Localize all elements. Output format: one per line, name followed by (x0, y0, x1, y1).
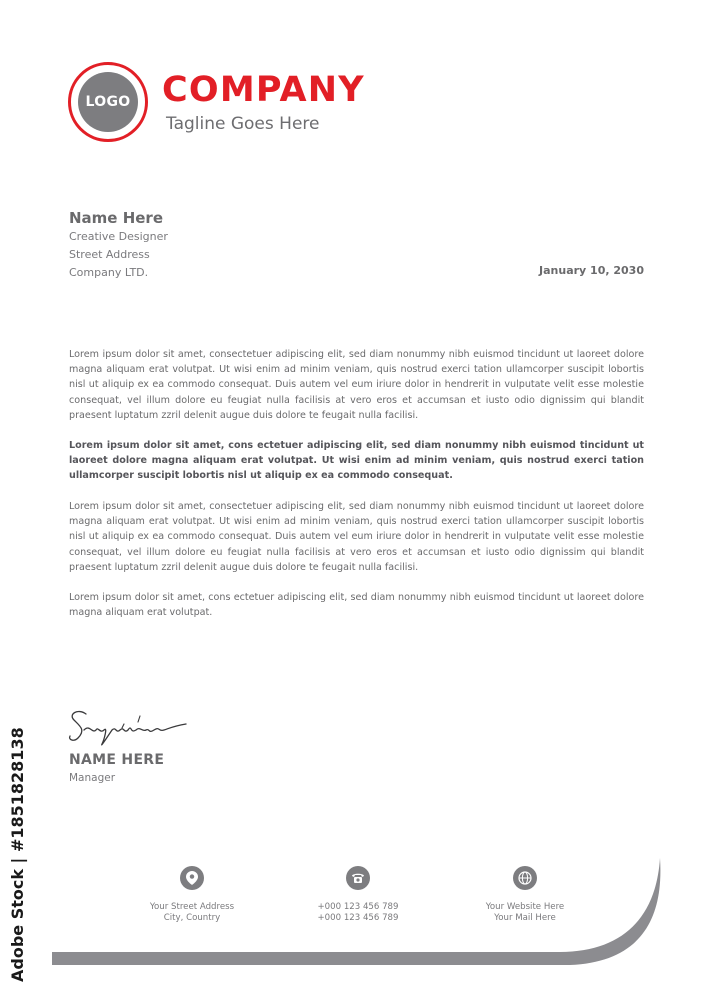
sender-name: Name Here (69, 209, 163, 227)
company-name: COMPANY (162, 70, 365, 110)
signer-role: Manager (69, 772, 116, 784)
body-paragraph-4: Lorem ipsum dolor sit amet, cons ectetuer adipiscing elit, sed diam nonummy nibh euismod tincidunt ut laoreet dolore magna aliquam erat volutpat. (69, 592, 644, 619)
location-pin-icon (180, 866, 204, 890)
footer-web-line2: Your Mail Here (494, 913, 556, 923)
signer-name: NAME HERE (69, 752, 165, 768)
footer-address-line2: City, Country (163, 913, 221, 923)
globe-icon (513, 866, 537, 890)
sender-address: Street Address (69, 248, 150, 261)
letter-date: January 10, 2030 (539, 264, 644, 277)
body-paragraph-3: Lorem ipsum dolor sit amet, consectetuer adipiscing elit, sed diam nonummy nibh euismod tincidunt ut laoreet dolore magna aliquam erat volutpat. Ut wisi enim ad minim veniam, quis nostrud exerci tation ullamcorper suscipit lobortis nisl ut aliquip ex ea commodo consequat. Duis autem vel eum iriure dolor in hendrerit in vulputate velit esse molestie consequat, vel illum dolore eu feugiat nulla facilisis at vero eros et accumsan et iusto odio dignissim qui blandit praesent luptatum zzril delenit augue duis dolore te feugait nulla facilisi. (69, 501, 644, 573)
sender-title: Creative Designer (69, 230, 168, 243)
footer-address-line1: Your Street Address (149, 902, 235, 912)
footer-web-line1: Your Website Here (485, 902, 565, 912)
stock-watermark-text: Adobe Stock | #1851828138 (8, 727, 27, 982)
footer-phone-line2: +000 123 456 789 (317, 913, 399, 923)
sender-company: Company LTD. (69, 266, 149, 279)
footer-phone (283, 902, 433, 924)
footer-phone-line1: +000 123 456 789 (317, 902, 399, 912)
company-tagline: Tagline Goes Here (166, 114, 320, 134)
body-paragraph-2: Lorem ipsum dolor sit amet, cons ectetuer adipiscing elit, sed diam nonummy nibh euismod tincidunt ut laoreet dolore magna aliquam erat volutpat. Ut wisi enim ad minim veniam, quis nostrud exerci tation ullamcorper suscipit lobortis nisl ut aliquip ex ea commodo consequat. (69, 440, 644, 482)
body-paragraph-1: Lorem ipsum dolor sit amet, consectetuer adipiscing elit, sed diam nonummy nibh euismod tincidunt ut laoreet dolore magna aliquam erat volutpat. Ut wisi enim ad minim veniam, quis nostrud exerci tation ullamcorper suscipit lobortis nisl ut aliquip ex ea commodo consequat. Duis autem vel eum iriure dolor in hendrerit in vulputate velit esse molestie consequat, vel illum dolore eu feugiat nulla facilisis at vero eros et accumsan et iusto odio dignissim qui blandit praesent luptatum zzril delenit augue duis dolore te feugait nulla facilisi. (69, 349, 644, 421)
footer-address (117, 902, 267, 924)
phone-icon (346, 866, 370, 890)
logo-text: LOGO (85, 94, 131, 110)
footer-web (450, 902, 600, 924)
